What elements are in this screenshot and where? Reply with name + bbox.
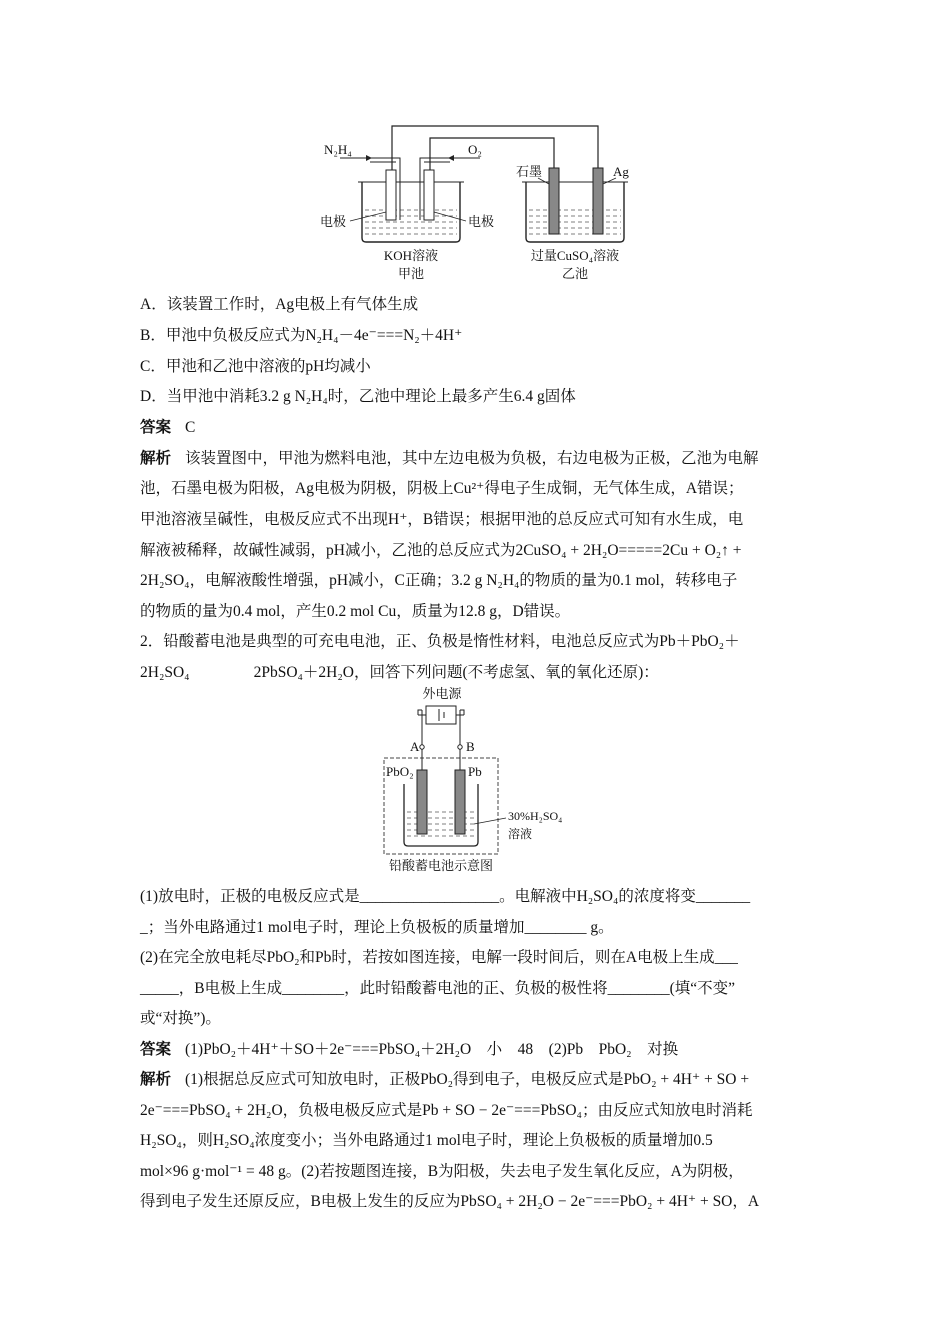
analysis-1-line-2: 池，石墨电极为阳极，Ag电极为阴极，阴极上Cu²⁺得电子生成铜，无气体生成，A错误；	[140, 480, 744, 497]
equation-right: 2PbSO₄＋2H₂O，回答下列问题(不考虑氢、氧的氧化还原)：	[253, 664, 659, 681]
figure-caption: 铅酸蓄电池示意图	[388, 858, 494, 873]
analysis-1-line-1	[140, 448, 830, 470]
answer-value: (1)PbO₂＋4H⁺＋SO＋2e⁻===PbSO₄＋2H₂O 小 48 (2)Pb PbO₂ 对换	[185, 1041, 679, 1058]
power-source	[418, 706, 464, 746]
label-a: A	[410, 739, 420, 754]
label-electrode-right: 电极	[468, 214, 495, 229]
analysis-1-line-3: 甲池溶液呈碱性，电极反应式不出现H⁺，B错误；根据甲池的总反应式可知有水生成，电	[140, 511, 744, 528]
equation-left: 2H₂SO₄	[140, 664, 190, 681]
label-o2: O₂	[468, 142, 482, 157]
pb-electrode	[455, 770, 465, 834]
figure-fuel-cell-electrolysis	[310, 120, 650, 290]
label-electrode-left: 电极	[320, 214, 347, 229]
analysis-2-line-5: 得到电子发生还原反应，B电极上发生的反应为PbSO₄ + 2H₂O − 2e⁻===PbO₂ + 4H⁺ + SO，A	[140, 1193, 760, 1210]
pbo2-electrode	[417, 770, 427, 834]
question-line-5: 或“对换”)。	[140, 1010, 221, 1027]
option-b: B．甲池中负极反应式为N₂H₄－4e⁻===N₂＋4H⁺	[140, 327, 463, 344]
figure-lead-acid-battery	[380, 684, 580, 876]
analysis-label: 解析	[140, 1071, 172, 1088]
answer-label: 答案	[140, 1041, 172, 1058]
graphite-electrode	[549, 168, 559, 234]
analysis-1-line-6: 的物质的量为0.4 mol，产生0.2 mol Cu，质量为12.8 g，D错误。	[140, 603, 571, 620]
answer-1	[140, 417, 830, 439]
analysis-text: 该装置图中，甲池为燃料电池，其中左边电极为负极，右边电极为正极，乙池为电解	[185, 450, 759, 467]
label-power: 外电源	[422, 686, 462, 701]
question-2-line-1: 2．铅酸蓄电池是典型的可充电电池，正、负极是惰性材料，电池总反应式为Pb＋PbO₂＋	[140, 633, 740, 650]
analysis-1-line-4: 解液被稀释，故碱性减弱，pH减小，乙池的总反应式为2CuSO₄ + 2H₂O=====2Cu + O₂↑ +	[140, 542, 742, 559]
analysis-text: (1)根据总反应式可知放电时，正极PbO₂得到电子，电极反应式是PbO₂ + 4H⁺ + SO +	[185, 1071, 750, 1088]
label-koh: KOH溶液	[383, 248, 439, 263]
analysis-2-line-1	[140, 1069, 830, 1091]
question-line-4: _____，B电极上生成________，此时铅酸蓄电池的正、负极的极性将________(填“不变”	[140, 980, 736, 997]
label-cuso4: 过量CuSO₄溶液	[530, 248, 620, 263]
label-cell-b: 乙池	[561, 266, 589, 281]
label-n2h4: N₂H₄	[324, 142, 352, 157]
analysis-1-line-5: 2H₂SO₄，电解液酸性增强，pH减小，C正确；3.2 g N₂H₄的物质的量为0.1 mol，转移电子	[140, 572, 738, 589]
question-line-3: (2)在完全放电耗尽PbO₂和Pb时，若按如图连接，电解一段时间后，则在A电极上生成___	[140, 949, 738, 966]
beaker-b	[522, 168, 628, 242]
beaker-a	[340, 155, 480, 242]
label-cell-a: 甲池	[397, 266, 425, 281]
option-c: C．甲池和乙池中溶液的pH均减小	[140, 358, 371, 375]
label-ag: Ag	[613, 164, 629, 179]
label-acid: 30%H₂SO₄	[508, 809, 563, 823]
analysis-2-line-3: H₂SO₄，则H₂SO₄浓度变小；当外电路通过1 mol电子时，理论上负极板的质量增加0.5	[140, 1132, 713, 1149]
analysis-2-line-2: 2e⁻===PbSO₄ + 2H₂O，负极电极反应式是Pb + SO − 2e⁻===PbSO₄；由反应式知放电时消耗	[140, 1102, 753, 1119]
option-a: A．该装置工作时，Ag电极上有气体生成	[140, 296, 419, 313]
question-line-1: (1)放电时，正极的电极反应式是__________________。电解液中H₂SO₄的浓度将变_______	[140, 888, 751, 905]
option-d: D．当甲池中消耗3.2 g N₂H₄时，乙池中理论上最多产生6.4 g固体	[140, 388, 576, 405]
answer-2	[140, 1039, 830, 1061]
label-pbo2: PbO₂	[386, 764, 414, 779]
label-solution: 溶液	[508, 827, 533, 841]
wire	[392, 126, 598, 178]
analysis-2-line-4: mol×96 g·mol⁻¹ = 48 g。(2)若按题图连接，B为阳极，失去电子发生氧化反应，A为阴极，	[140, 1163, 744, 1180]
answer-label: 答案	[140, 419, 172, 436]
question-line-2: _；当外电路通过1 mol电子时，理论上负极板的质量增加________ g。	[140, 919, 614, 936]
label-graphite: 石墨	[516, 164, 543, 179]
silver-electrode	[593, 168, 603, 234]
analysis-label: 解析	[140, 450, 172, 467]
question-2-line-2	[140, 662, 830, 684]
answer-value: C	[185, 419, 196, 436]
label-b: B	[466, 739, 475, 754]
label-pb: Pb	[468, 764, 482, 779]
